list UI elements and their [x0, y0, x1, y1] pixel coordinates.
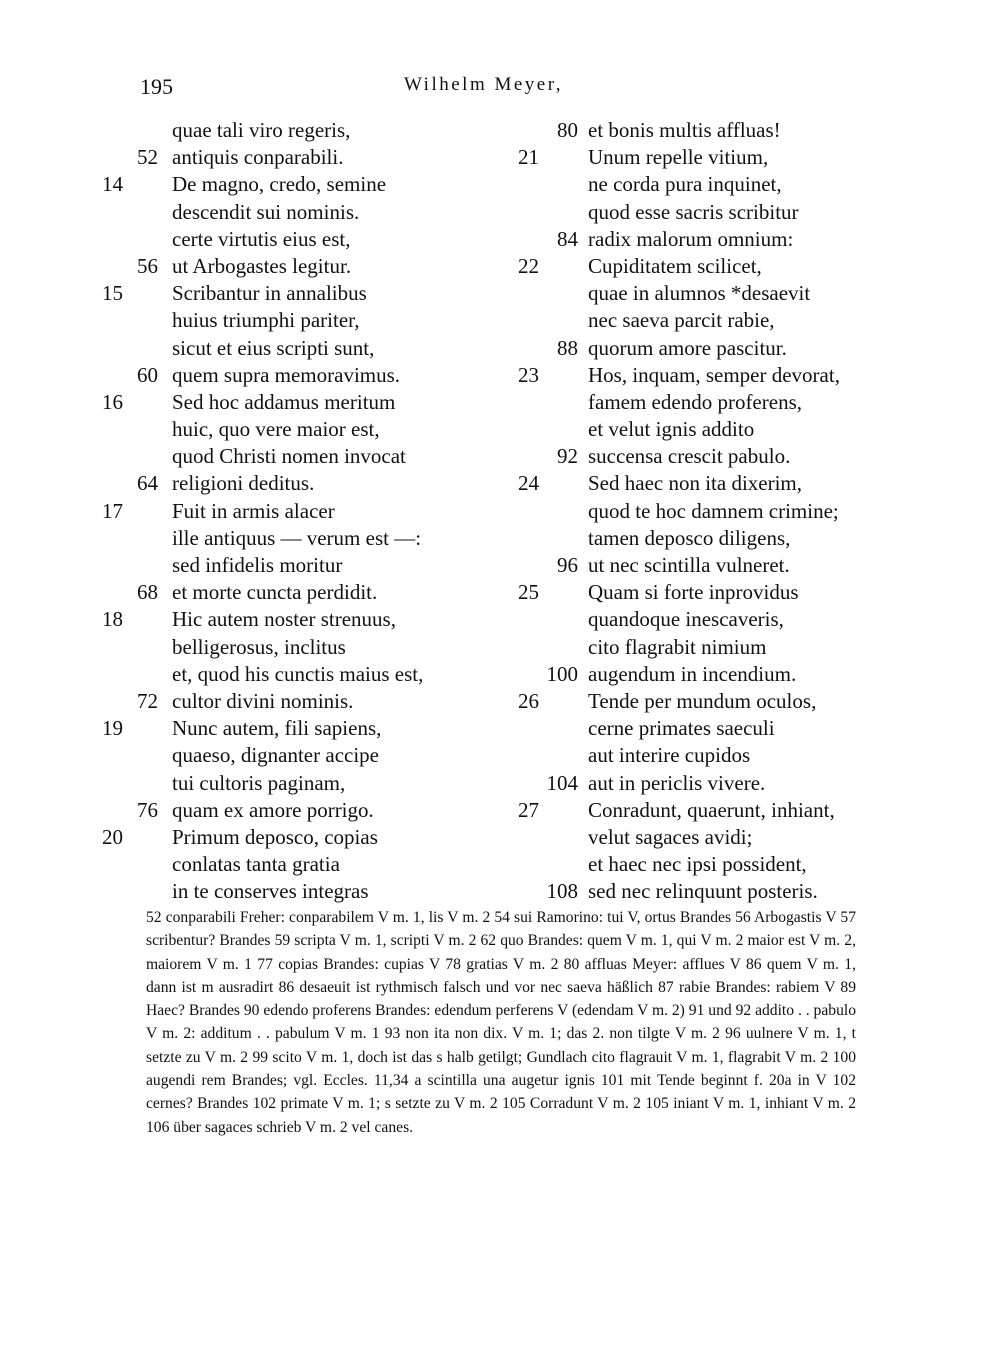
verse-text: Sed hoc addamus meritum: [172, 389, 396, 414]
verse-line: [0, 525, 490, 552]
line-number: 68: [137, 580, 158, 605]
verse-line: [0, 770, 490, 797]
poem-right-column: [500, 117, 1000, 905]
verse-line: [500, 797, 1000, 824]
verse-line: [0, 389, 490, 416]
strophe-number: 21: [518, 145, 539, 170]
verse-text: radix malorum omnium:: [588, 226, 794, 251]
verse-line: [500, 688, 1000, 715]
page-header: [0, 74, 1000, 104]
verse-line: [500, 606, 1000, 633]
verse-line: [500, 280, 1000, 307]
verse-text: cultor divini nominis.: [172, 688, 354, 713]
verse-line: [500, 443, 1000, 470]
verse-text: et morte cuncta perdidit.: [172, 580, 378, 605]
verse-line: [500, 498, 1000, 525]
strophe-number: 26: [518, 688, 539, 713]
verse-text: descendit sui nominis.: [172, 199, 360, 224]
strophe-number: 23: [518, 362, 539, 387]
verse-text: quod esse sacris scribitur: [588, 199, 799, 224]
verse-line: [0, 226, 490, 253]
strophe-number: 17: [102, 498, 123, 523]
verse-text: in te conserves integras: [172, 879, 369, 904]
verse-line: [0, 171, 490, 198]
verse-text: Hic autem noster strenuus,: [172, 607, 396, 632]
line-number: 104: [546, 770, 578, 795]
verse-text: De magno, credo, semine: [172, 172, 387, 197]
verse-text: quandoque inescaveris,: [588, 607, 784, 632]
verse-line: [500, 824, 1000, 851]
verse-text: quem supra memoravimus.: [172, 362, 401, 387]
verse-line: [500, 770, 1000, 797]
verse-line: [0, 606, 490, 633]
verse-text: et velut ignis addito: [588, 417, 755, 442]
verse-text: antiquis conparabili.: [172, 145, 344, 170]
verse-line: [0, 443, 490, 470]
verse-text: nec saeva parcit rabie,: [588, 308, 775, 333]
verse-line: [0, 797, 490, 824]
running-title: Wilhelm Meyer,: [404, 74, 564, 95]
strophe-number: 25: [518, 580, 539, 605]
verse-text: sed infidelis moritur: [172, 553, 343, 577]
line-number: 64: [137, 471, 158, 496]
verse-text: augendum in incendium.: [588, 661, 797, 686]
verse-line: [500, 226, 1000, 253]
verse-text: aut interire cupidos: [588, 743, 751, 768]
verse-line: [500, 634, 1000, 661]
verse-line: [0, 253, 490, 280]
verse-text: quaeso, dignanter accipe: [172, 743, 379, 768]
verse-text: quorum amore pascitur.: [588, 335, 787, 360]
verse-line: [0, 715, 490, 742]
line-number: 92: [557, 444, 578, 469]
verse-text: et haec nec ipsi possident,: [588, 852, 807, 877]
line-number: 100: [546, 661, 578, 686]
line-number: 84: [557, 226, 578, 251]
strophe-number: 18: [102, 607, 123, 632]
verse-line: [0, 307, 490, 334]
verse-line: [500, 470, 1000, 497]
verse-line: [0, 117, 490, 144]
line-number: 60: [137, 362, 158, 387]
verse-line: [0, 552, 490, 579]
verse-line: [0, 688, 490, 715]
verse-line: [500, 525, 1000, 552]
verse-text: Fuit in armis alacer: [172, 498, 335, 523]
verse-text: quod te hoc damnem crimine;: [588, 498, 839, 523]
strophe-number: 20: [102, 824, 123, 849]
verse-line: [0, 470, 490, 497]
strophe-number: 14: [102, 172, 123, 197]
verse-text: tamen deposco diligens,: [588, 525, 791, 550]
verse-line: [0, 335, 490, 362]
line-number: 88: [557, 335, 578, 360]
strophe-number: 24: [518, 471, 539, 496]
line-number: 76: [137, 797, 158, 822]
verse-text: Hos, inquam, semper devorat,: [588, 362, 840, 387]
verse-text: sicut et eius scripti sunt,: [172, 335, 375, 360]
verse-text: aut in periclis vivere.: [588, 770, 766, 795]
verse-text: velut sagaces avidi;: [588, 824, 753, 849]
verse-line: [500, 579, 1000, 606]
verse-line: [0, 280, 490, 307]
verse-text: quae tali viro regeris,: [172, 118, 351, 142]
verse-line: [0, 199, 490, 226]
verse-text: Tende per mundum oculos,: [588, 688, 817, 713]
verse-line: [0, 742, 490, 769]
apparatus-text: 52 conparabili Freher: conparabilem V m. 1, lis V m. 2 54 sui Ramorino: tui V, ortus Brandes 56 Arbogastis V 57 scribentur? Brandes 59 scripta V m. 1, scripti V m. 2 62 quo Brandes: quem V m. 1, qui V m. 2 maior est V m. 2, maiorem V m. 1 77 copias Brandes: cupias V 78 gratias V m. 2 80 affluas Meyer: afflues V 86 quem V m. 1, dann ist m ausradirt 86 desaeuit ist rythmisch falsch und vor nec saeva häßlich 87 rabie Brandes: rabiem V 89 Haec? Brandes 90 edendo proferens Brandes: edendum perferens V (edendam V m. 2) 91 und 92 addito . . pabulo V m. 2: additum . . pabulum V m. 1 93 non ita non dix. V m. 1; das 2. non tilgte V m. 2 96 uulnere V m. 1, t setzte zu V m. 2 99 scito V m. 1, doch ist das s halb getilgt; Gundlach cito flagrauit V m. 1, flagrabit V m. 2 100 augendi rem Brandes; vgl. Eccles. 11,34 a scintilla una augetur ignis 101 mit Tende beginnt f. 20a in V 102 cernes? Brandes 102 primate V m. 1; s setzte zu V m. 2 105 Corradunt V m. 2 105 iniant V m. 1, inhiant V m. 2 106 über sagaces schrieb V m. 2 vel canes.: [146, 909, 856, 1136]
verse-line: [500, 117, 1000, 144]
verse-text: quam ex amore porrigo.: [172, 797, 374, 822]
line-number: 80: [557, 118, 578, 142]
verse-line: [0, 824, 490, 851]
verse-text: ut nec scintilla vulneret.: [588, 553, 790, 577]
verse-text: Conradunt, quaerunt, inhiant,: [588, 797, 835, 822]
verse-text: et bonis multis affluas!: [588, 118, 781, 142]
poem-left-column: [0, 117, 490, 905]
verse-line: [500, 362, 1000, 389]
verse-line: [500, 335, 1000, 362]
line-number: 52: [137, 145, 158, 170]
verse-text: Sed haec non ita dixerim,: [588, 471, 803, 496]
verse-line: [500, 552, 1000, 579]
verse-text: Primum deposco, copias: [172, 824, 378, 849]
verse-text: Scribantur in annalibus: [172, 281, 367, 306]
verse-line: [500, 253, 1000, 280]
verse-text: belligerosus, inclitus: [172, 634, 346, 659]
verse-line: [0, 498, 490, 525]
verse-line: [0, 362, 490, 389]
line-number: 72: [137, 688, 158, 713]
strophe-number: 16: [102, 389, 123, 414]
verse-line: [500, 389, 1000, 416]
verse-text: Cupiditatem scilicet,: [588, 253, 762, 278]
verse-text: tui cultoris paginam,: [172, 770, 346, 795]
verse-text: ut Arbogastes legitur.: [172, 253, 352, 278]
verse-text: Quam si forte inprovidus: [588, 580, 799, 605]
verse-line: [0, 661, 490, 688]
verse-line: [0, 144, 490, 171]
line-number: 96: [557, 553, 578, 577]
verse-text: ne corda pura inquinet,: [588, 172, 782, 197]
verse-text: ille antiquus — verum est —:: [172, 525, 422, 550]
critical-apparatus: [146, 906, 856, 1139]
verse-line: [500, 171, 1000, 198]
verse-line: [500, 715, 1000, 742]
verse-line: [0, 416, 490, 443]
verse-text: Nunc autem, fili sapiens,: [172, 716, 382, 741]
strophe-number: 15: [102, 281, 123, 306]
verse-text: quae in alumnos *desaevit: [588, 281, 811, 306]
verse-line: [500, 416, 1000, 443]
verse-line: [500, 661, 1000, 688]
verse-line: [0, 851, 490, 878]
page-number: 195: [140, 74, 173, 99]
verse-line: [500, 851, 1000, 878]
verse-line: [500, 742, 1000, 769]
verse-line: [500, 199, 1000, 226]
verse-text: quod Christi nomen invocat: [172, 444, 406, 469]
verse-line: [0, 579, 490, 606]
verse-text: succensa crescit pabulo.: [588, 444, 791, 469]
verse-text: conlatas tanta gratia: [172, 852, 340, 877]
verse-text: famem edendo proferens,: [588, 389, 802, 414]
verse-line: [500, 878, 1000, 905]
verse-text: huius triumphi pariter,: [172, 308, 360, 333]
verse-line: [0, 634, 490, 661]
verse-line: [500, 307, 1000, 334]
verse-text: et, quod his cunctis maius est,: [172, 661, 424, 686]
strophe-number: 19: [102, 716, 123, 741]
strophe-number: 22: [518, 253, 539, 278]
verse-text: cerne primates saeculi: [588, 716, 775, 741]
strophe-number: 27: [518, 797, 539, 822]
verse-text: huic, quo vere maior est,: [172, 417, 380, 442]
verse-text: Unum repelle vitium,: [588, 145, 769, 170]
verse-text: religioni deditus.: [172, 471, 315, 496]
verse-text: cito flagrabit nimium: [588, 634, 767, 659]
verse-line: [0, 878, 490, 905]
verse-line: [500, 144, 1000, 171]
line-number: 108: [546, 879, 578, 904]
verse-text: certe virtutis eius est,: [172, 226, 351, 251]
line-number: 56: [137, 253, 158, 278]
verse-text: sed nec relinquunt posteris.: [588, 879, 818, 904]
